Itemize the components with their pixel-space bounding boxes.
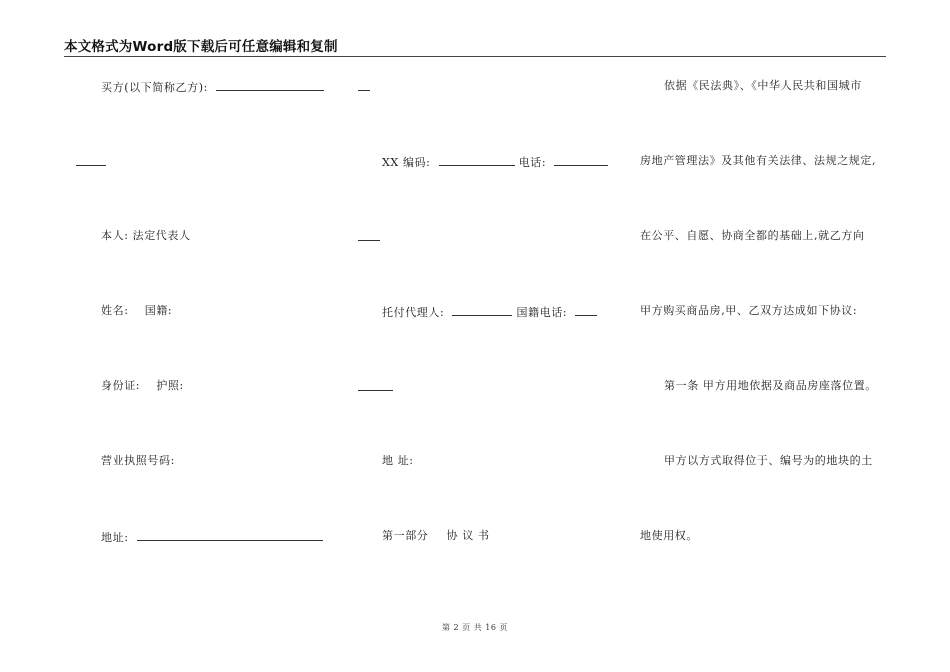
- col2-leading-blank-3: [358, 379, 393, 395]
- name-line: [101, 304, 172, 318]
- idcard-line: [101, 379, 184, 393]
- document-header: [64, 34, 886, 57]
- name-label: 姓名:: [101, 304, 129, 317]
- buyer-blank-continued: [76, 154, 106, 170]
- nationality-label: 国籍:: [144, 304, 173, 317]
- header-title: 本文格式为Word版下载后可任意编辑和复制: [64, 39, 338, 55]
- postcode-blank: [439, 154, 515, 166]
- col3-line-4: 甲方购买商品房,甲、乙双方达成如下协议:: [640, 304, 858, 317]
- person-line: 本人: 法定代表人: [101, 229, 191, 242]
- agent-line: [382, 304, 597, 320]
- col3-line-6: 甲方以方式取得位于、编号为的地块的土: [664, 454, 873, 467]
- phone-blank: [554, 154, 608, 166]
- col3-line-1: 依据《民法典》、《中华人民共和国城市: [664, 79, 862, 92]
- postcode-line: [382, 154, 608, 170]
- address-line: [101, 529, 323, 545]
- agent-label: 托付代理人:: [382, 306, 445, 319]
- blank-short: [358, 379, 393, 391]
- col2-leading-blank-2: [358, 229, 380, 245]
- buyer-label: 买方(以下简称乙方):: [101, 81, 208, 94]
- addr-line: 地 址:: [382, 454, 414, 467]
- page-footer: 第 2 页 共 16 页: [442, 623, 508, 632]
- license-line: 营业执照号码:: [101, 454, 175, 467]
- agent-blank: [452, 304, 512, 316]
- agent-phone-blank: [575, 304, 597, 316]
- passport-label: 护照:: [156, 379, 184, 392]
- blank-short: [358, 229, 380, 241]
- continued-blank: [76, 154, 106, 166]
- col3-line-5: 第一条 甲方用地依据及商品房座落位置。: [664, 379, 877, 392]
- phone-label: 电话:: [518, 156, 547, 169]
- part1-line: [382, 529, 490, 543]
- buyer-blank: [216, 79, 324, 91]
- address-label: 地址:: [101, 531, 129, 544]
- col3-line-2: 房地产管理法》及其他有关法律、法规之规定,: [640, 154, 877, 167]
- address-blank: [137, 529, 323, 541]
- col3-line-3: 在公平、自愿、协商全都的基础上,就乙方向: [640, 229, 865, 242]
- agreement-title: 协 议 书: [446, 529, 490, 542]
- blank-short: [358, 79, 370, 91]
- col2-leading-blank-1: [358, 79, 370, 95]
- buyer-line: [101, 79, 324, 95]
- agent-phone-label: 国籍电话:: [516, 306, 568, 319]
- idcard-label: 身份证:: [101, 379, 141, 392]
- col3-line-7: 地使用权。: [640, 529, 698, 542]
- part1-label: 第一部分: [382, 529, 429, 542]
- postcode-label: XX 编码:: [382, 156, 431, 169]
